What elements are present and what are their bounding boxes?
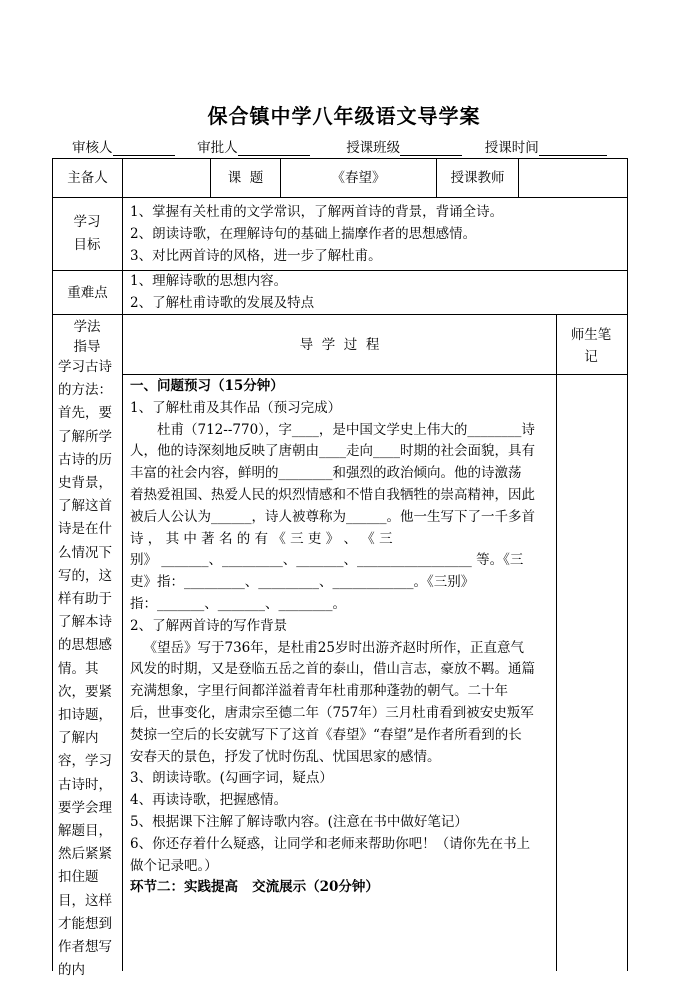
process-paragraph: 《望岳》写于736年，是杜甫25岁时出游齐赵时所作，正直意气 <box>143 639 524 656</box>
table-divider <box>556 315 557 971</box>
process-paragraph: 被后人公认为______，诗人被尊称为______。他一生写下了一千多首 <box>130 508 535 525</box>
topic-value: 《春望》 <box>331 170 386 186</box>
goal-item: 1、掌握有关杜甫的文学常识，了解两首诗的背景，背诵全诗。 <box>130 204 504 220</box>
process-item: 1、了解杜甫及其作品（预习完成） <box>130 399 342 416</box>
process-label: 导 学 过 程 <box>299 337 380 353</box>
process-paragraph: 杜甫（712--770），字____，是中国文学史上伟大的________诗 <box>157 421 535 438</box>
section1-title: 一、问题预习（15分钟） <box>130 378 284 394</box>
process-paragraph: 焚掠一空后的长安就写下了这首《春望》“春望”是作者所看到的长 <box>130 726 522 743</box>
approver-label: 审批人 <box>197 140 238 156</box>
process-item: 5、根据课下注解了解诗歌内容。(注意在书中做好笔记） <box>130 813 468 830</box>
method-label: 学法指导 <box>73 319 101 355</box>
process-body <box>130 376 550 899</box>
process-paragraph: 别》 _______、_________、_______、_________________ 等。《三 <box>130 552 524 569</box>
reviewer-blank <box>113 141 175 156</box>
goals-label: 学习目标 <box>73 214 101 253</box>
teacher-label: 授课教师 <box>450 170 505 186</box>
key-points-list <box>130 270 625 314</box>
key-point-item: 1、理解诗歌的思想内容。 <box>130 273 288 289</box>
process-item: 做个记录吧。） <box>130 857 218 874</box>
table-divider <box>122 158 123 315</box>
goal-item: 3、对比两首诗的风格，进一步了解杜甫。 <box>130 248 382 264</box>
process-paragraph: 后，世事变化，唐肃宗至德二年（757年）三月杜甫看到被安史叛军 <box>130 704 534 721</box>
table-rule <box>52 197 628 198</box>
table-rule <box>52 314 628 315</box>
page-title: 保合镇中学八年级语文导学案 <box>207 104 481 128</box>
table-divider <box>122 315 123 971</box>
topic-label: 课 题 <box>227 170 264 186</box>
goal-item: 2、朗读诗歌，在理解诗句的基础上揣摩作者的思想感情。 <box>130 226 477 242</box>
time-label: 授课时间 <box>484 140 539 156</box>
process-paragraph: 诗 ， 其 中 著 名 的 有 《 三 吏 》 、 《 三 <box>130 530 393 547</box>
process-paragraph: 指：_______、_______、________。 <box>130 595 346 612</box>
notes-label: 师生笔记 <box>570 327 612 365</box>
class-label: 授课班级 <box>346 140 401 156</box>
process-item: 4、再读诗歌，把握感情。 <box>130 792 288 809</box>
goals-list <box>130 201 625 267</box>
process-paragraph: 人，他的诗深刻地反映了唐朝由____走向____时期的社会面貌，具有 <box>130 443 535 460</box>
key-point-item: 2、了解杜甫诗歌的发展及特点 <box>130 295 315 311</box>
process-paragraph: 丰富的社会内容，鲜明的________和强烈的政治倾向。他的诗激荡 <box>130 465 522 482</box>
table-border-right <box>627 158 628 971</box>
host-label: 主备人 <box>67 170 108 186</box>
process-item: 6、你还存着什么疑惑，让同学和老师来帮助你吧！（请你先在书上 <box>130 835 531 852</box>
process-item: 2、了解两首诗的写作背景 <box>130 617 288 634</box>
reviewer-label: 审核人 <box>72 140 113 156</box>
process-paragraph: 充满想象，字里行间都洋溢着青年杜甫那种蓬勃的朝气。二十年 <box>130 683 508 700</box>
table-rule <box>122 374 628 375</box>
process-paragraph: 安春天的景色，抒发了忧时伤乱、忧国思家的感情。 <box>130 748 441 765</box>
process-item: 3、朗读诗歌。(勾画字词，疑点） <box>130 770 333 787</box>
key-points-label: 重难点 <box>67 285 108 301</box>
table-border-top <box>52 158 628 159</box>
approver-blank <box>238 141 310 156</box>
table-divider <box>518 158 519 198</box>
section2-title: 环节二：实践提高 交流展示（20分钟） <box>130 879 379 896</box>
class-blank <box>400 141 462 156</box>
process-paragraph: 吏》指：_________、_________、____________。《三别》 <box>130 574 475 591</box>
time-blank <box>539 141 607 156</box>
process-paragraph: 风发的时期，又是登临五岳之首的泰山，借山言志，豪放不羁。通篇 <box>130 661 535 678</box>
table-border-left <box>52 158 53 971</box>
method-text: 学习古诗的方法：首先，要了解所学古诗的历史背景，了解这首诗是在什么情况下写的，这样有助于了解本诗的思想感情。其次，要紧扣诗题，了解内容，学习古诗时，要学会理解题目，然后紧紧扣住题目，这样才能想到作者想写的内 <box>58 359 112 979</box>
meta-line <box>72 136 607 156</box>
process-paragraph: 着热爱祖国、热爱人民的炽烈情感和不惜自我牺牲的崇高精神，因此 <box>130 486 535 503</box>
